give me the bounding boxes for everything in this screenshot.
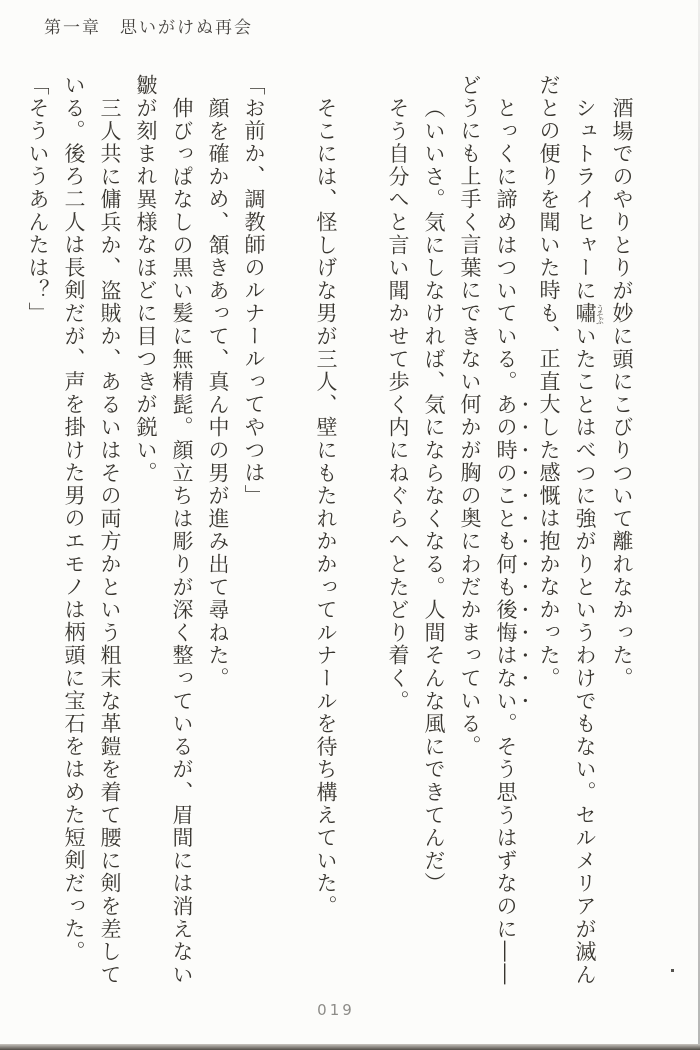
paragraph-5 bbox=[380, 74, 416, 994]
text-run: 酒場でのやりとりが妙に頭にこびりついて離れなかった。 bbox=[610, 97, 634, 690]
paragraph-10 bbox=[56, 74, 128, 994]
paragraph-6 bbox=[308, 74, 344, 994]
chapter-header: 第一章 思いがけぬ再会 bbox=[44, 18, 253, 38]
paragraph-11 bbox=[20, 74, 56, 994]
text-run: 「そういうあんたは？」 bbox=[26, 74, 50, 325]
print-speck bbox=[671, 969, 674, 972]
page-number: 019 bbox=[317, 1001, 355, 1019]
page-edge-bottom bbox=[0, 1044, 700, 1050]
paragraph-8 bbox=[200, 74, 236, 994]
text-block bbox=[20, 74, 640, 994]
paragraph-1 bbox=[604, 74, 640, 994]
text-run: とっくに諦めはついている。 bbox=[494, 97, 518, 394]
furigana: うそぶ bbox=[595, 302, 605, 326]
emphasized-text: あの時のことも何も後悔はない bbox=[494, 393, 518, 713]
text-run: 三人共に傭兵か、盗賊か、あるいはその両方かという粗末な革鎧を着て腰に剣を差している。後ろ二人は長剣だが、声を掛けた男のエモノは柄頭に宝石をはめた短剣だった。 bbox=[62, 74, 122, 987]
paragraph-3 bbox=[452, 74, 531, 994]
paragraph-2 bbox=[531, 74, 604, 994]
text-run: （いいさ。気にしなければ、気にならなくなる。人間そんな風にできてんだ） bbox=[422, 97, 446, 895]
text-run: 「お前か、調教師のルナールってやつは」 bbox=[242, 74, 266, 508]
text-run: いたことはべつに強がりというわけでもない。セルメリアが滅んだとの便りを聞いた時も、正直大した感慨は抱かなかった。 bbox=[537, 74, 597, 987]
paragraph-7 bbox=[236, 74, 272, 994]
text-run: 伸びっぱなしの黒い髪に無精髭。顔立ちは彫りが深く整っているが、眉間には消えない皺が刻まれ異様なほどに目つきが鋭い。 bbox=[134, 74, 194, 987]
text-run: 。そう思うはずなのに――どうにも上手く言葉にできない何かが胸の奥にわだかまっている。 bbox=[458, 74, 518, 987]
text-run: 顔を確かめ、頷きあって、真ん中の男が進み出て尋ねた。 bbox=[206, 97, 230, 690]
text-run: そこには、怪しげな男が三人、壁にもたれかかってルナールを待ち構えていた。 bbox=[314, 97, 338, 918]
text-run: そう自分へと言い聞かせて歩く内にねぐらへとたどり着く。 bbox=[386, 97, 410, 713]
paragraph-9 bbox=[128, 74, 200, 994]
ruby-annotated-text: 嘯うそぶ bbox=[573, 302, 605, 326]
paragraph-4 bbox=[416, 74, 452, 994]
text-run: シュトライヒャーに bbox=[573, 97, 597, 303]
